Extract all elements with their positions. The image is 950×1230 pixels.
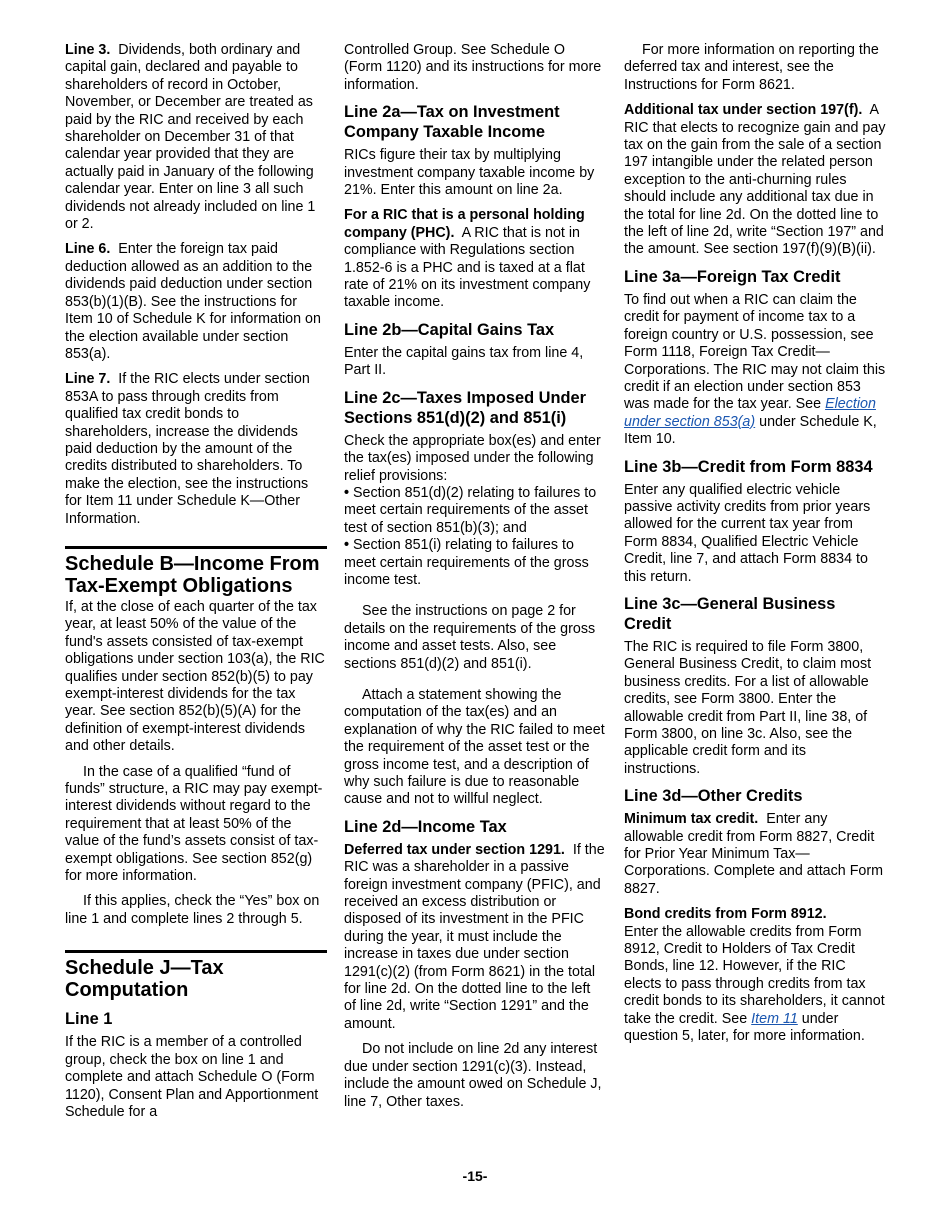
minimum-tax-credit-paragraph: Minimum tax credit. Enter any allowable credit from Form 8827, Credit for Prior Year Minimum Tax—Corporations. Complete and attach Form 8827. bbox=[624, 811, 884, 897]
line3d-heading: Line 3d—Other Credits bbox=[624, 787, 803, 806]
continued-paragraph: Controlled Group. See Schedule O (Form 1120) and its instructions for more information. bbox=[344, 42, 602, 93]
line2c-paragraph-3: Attach a statement showing the computation of the tax(es) and an explanation of why the RIC failed to meet the requirement of the asset test or the gross income test, and a description of why such failure is due to reasonable cause and not to willful neglect. bbox=[344, 686, 605, 808]
line1-paragraph: If the RIC is a member of a controlled group, check the box on line 1 and complete and attach Schedule O (Form 1120), Consent Plan and Apportionment Schedule for a bbox=[65, 1034, 319, 1120]
line3b-heading: Line 3b—Credit from Form 8834 bbox=[624, 457, 873, 476]
line1-heading: Line 1 bbox=[65, 1010, 113, 1029]
line2c-paragraph: Check the appropriate box(es) and enter the tax(es) imposed under the following relief provisions: bbox=[344, 432, 601, 484]
schedule-j-title: Schedule J—Tax Computation bbox=[65, 957, 224, 1002]
line2b-heading: Line 2b—Capital Gains Tax bbox=[344, 320, 555, 339]
bond-credits-paragraph: Bond credits from Form 8912. Enter the allowable credits from Form 8912, Credit to Holders of Tax Credit Bonds, line 12. However, if the RIC elects to pass through credits from tax credit bonds to its shareholders, it cannot take the credit. See Item 11 under question 5, later, for more information. bbox=[624, 906, 885, 1045]
additional-tax-paragraph: Additional tax under section 197(f). A RIC that elects to recognize gain and pay tax on the gain from the sale of a section 197 intangible under the related person exception to the anti-churning rules should include any additional tax due in the total for line 2d. On the dotted line to the left of line 2d, write “Section 197” and the amount. See section 197(f)(9)(B)(ii). bbox=[624, 102, 886, 258]
schedule-j-section bbox=[65, 950, 327, 1121]
page-number: -15- bbox=[462, 1168, 488, 1184]
line2b-paragraph: Enter the capital gains tax from line 4, Part II. bbox=[344, 344, 584, 379]
schedule-b-paragraph-1: If, at the close of each quarter of the tax year, at least 50% of the value of the fund's assets consisted of tax-exempt obligations under section 103(a), the RIC qualifies under section 852(b)(5) to pay exempt-interest dividends for the tax year. See section 852(b)(5)(A) for the definition of exempt-interest dividends and other details. bbox=[65, 598, 325, 755]
bullet-icon: • bbox=[344, 537, 350, 554]
line3c-paragraph: The RIC is required to file Form 3800, General Business Credit, to claim most business credits. For a list of allowable credits, see Form 3800. Enter the allowable credit from Part II, line 38, of Form 3800, on line 3c. Also, see the applicable credit form and its instructions. bbox=[624, 638, 872, 777]
deferred-tax-paragraph: Deferred tax under section 1291. If the RIC was a shareholder in a passive foreign investment company (PFIC), and received an excess distribution or disposed of its investment in the PFIC during the year, it must include the increase in taxes due under section 1291(c)(2) (from Form 8621) in the total for line 2d. On the dotted line to the left of line 2d, write “Section 1291” and the amount. bbox=[344, 841, 605, 1032]
line2c-heading: Line 2c—Taxes Imposed Under Sections 851(d)(2) and 851(i) bbox=[344, 388, 586, 427]
line6-paragraph: Line 6. Enter the foreign tax paid deduction allowed as an addition to the dividends paid deduction under section 853(b)(1)(B). See the instructions for Item 10 of Schedule K for information on the election available under section 853(a). bbox=[65, 241, 321, 362]
reporting-paragraph: For more information on reporting the deferred tax and interest, see the Instructions for Form 8621. bbox=[624, 42, 879, 93]
line3b-paragraph: Enter any qualified electric vehicle passive activity credits from prior years allowed for the current tax year from Form 8834, Qualified Electric Vehicle Credit, line 7, and attach Form 8834 to this return. bbox=[624, 481, 871, 585]
line3a-paragraph: To find out when a RIC can claim the credit for payment of income tax to a foreign country or U.S. possession, see Form 1118, Foreign Tax Credit—Corporations. The RIC may not claim this credit if an election under section 853 was made for the tax year. See Election under section 853(a) under Schedule K, Item 10. bbox=[624, 291, 886, 448]
line3-paragraph: Line 3. Dividends, both ordinary and capital gain, declared and payable to shareholders of record in October, November, or December are treated as paid by the RIC and received by each shareholder on December 31 of that calendar year provided that they are actually paid in January of the following calendar year. Enter on line 3 all such dividends not already included on line 1 or 2. bbox=[65, 42, 316, 233]
bullet-item-2: • Section 851(i) relating to failures to meet certain requirements of the gross income test. bbox=[344, 537, 589, 588]
bullet-item-1: • Section 851(d)(2) relating to failures to meet certain requirements of the asset test of section 851(b)(3); and bbox=[344, 484, 597, 536]
line2d-heading: Line 2d—Income Tax bbox=[344, 817, 507, 836]
column-3 bbox=[624, 42, 886, 1054]
line7-paragraph: Line 7. If the RIC elects under section 853A to pass through credits from qualified tax credit bonds to shareholders, increase the dividends paid deduction by the amount of the credits distributed to shareholders. To make the election, see the instructions for Item 11 under Schedule K—Other Information. bbox=[65, 371, 310, 527]
column-1 bbox=[65, 42, 327, 1129]
line3a-heading: Line 3a—Foreign Tax Credit bbox=[624, 267, 841, 286]
item-11-link[interactable]: Item 11 bbox=[751, 1010, 798, 1027]
line3c-heading: Line 3c—General Business Credit bbox=[624, 594, 836, 633]
schedule-b-title: Schedule B—Income From Tax-Exempt Obligations bbox=[65, 552, 320, 597]
phc-paragraph: For a RIC that is a personal holding company (PHC). A RIC that is not in compliance with Regulations section 1.852-6 is a PHC and is taxed at a flat rate of 21% on its investment company taxable income. bbox=[344, 207, 591, 311]
line2d-paragraph-2: Do not include on line 2d any interest due under section 1291(c)(3). Instead, include the amount owed on Schedule J, line 7, Other taxes. bbox=[344, 1041, 602, 1110]
line2c-paragraph-2: See the instructions on page 2 for details on the requirements of the gross income and asset tests. Also, see sections 851(d)(2) and 851(i). bbox=[344, 603, 596, 672]
schedule-b-paragraph-3: If this applies, check the “Yes” box on line 1 and complete lines 2 through 5. bbox=[65, 893, 320, 927]
bullet-icon: • bbox=[344, 484, 350, 501]
schedule-b-section bbox=[65, 546, 327, 928]
election-853a-link[interactable]: Election under section 853(a) bbox=[624, 396, 876, 430]
column-2 bbox=[344, 42, 606, 1119]
schedule-b-paragraph-2: In the case of a qualified “fund of funds” structure, a RIC may pay exempt-interest dividends without regard to the requirement that at least 50% of the value of the fund’s assets consist of tax-exempt obligations. See section 852(g) for more information. bbox=[65, 763, 323, 885]
line2a-heading: Line 2a—Tax on Investment Company Taxable Income bbox=[344, 103, 560, 142]
line2a-paragraph: RICs figure their tax by multiplying investment company taxable income by 21%. Enter this amount on line 2a. bbox=[344, 147, 595, 199]
